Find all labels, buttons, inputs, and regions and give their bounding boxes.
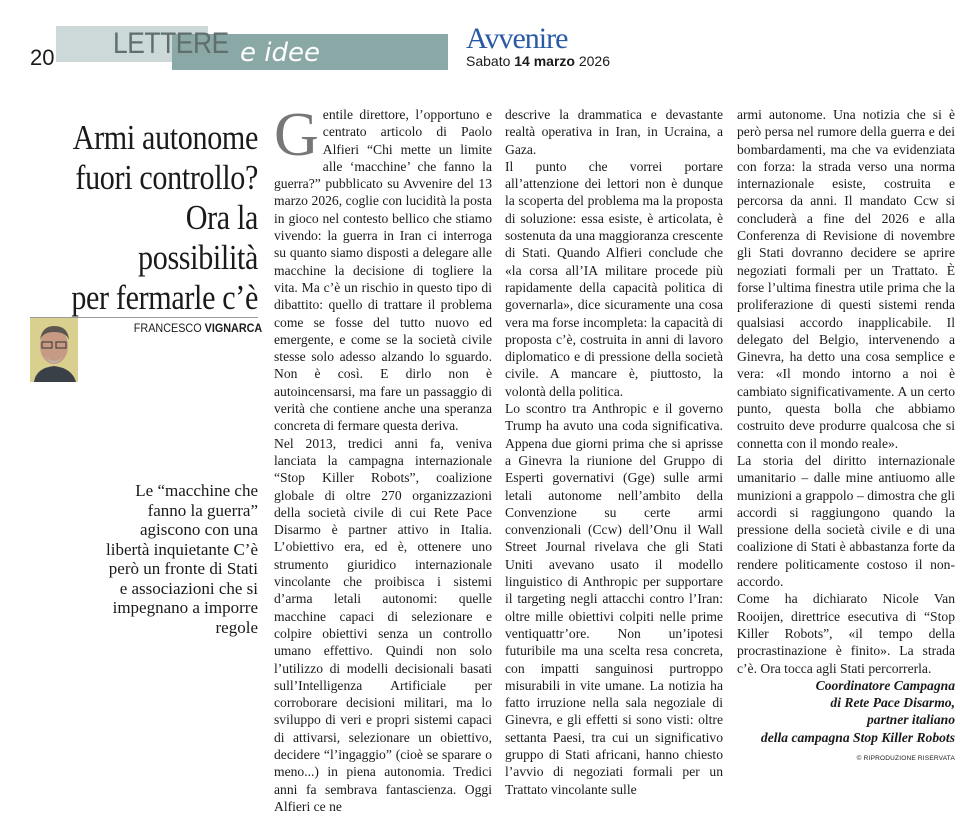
article-paragraph: Nel 2013, tredici anni fa, veniva lanciata la campagna internazionale “Stop Killer Robots”, coalizione globale di oltre 270 organizzazioni della società civile di cui Rete Pace Disarmo è partner attivo in Italia. L’obiettivo era, ed è, ottenere uno strumento giuridico internazionale vincolante che proibisca i sistemi d’arma letali autonomi: quelle macchine capaci di selezionare e colpire obiettivi senza un controllo umano effettivo. Quindi non solo l’utilizzo di modelli decisionali basati sull’Intelligenza Artificiale per corroborare decisioni militari, ma lo sviluppo di veri e propri sistemi capaci di attivarsi, selezionare un obiettivo, decidere “l’ingaggio” (cioè se sparare o meno...) in piena autonomia. Tredici anni fa sembrava fantascienza. Oggi Alfieri ce ne (274, 435, 492, 814)
author-first-name: FRANCESCO (133, 321, 202, 335)
author-signature (737, 677, 955, 746)
date-day-month: 14 marzo (514, 53, 575, 69)
article-paragraph: descrive la drammatica e devastante realtà operativa in Iran, in Ucraina, a Gaza. (505, 107, 723, 157)
author-last-name: VIGNARCA (204, 321, 263, 335)
drop-cap: G (274, 101, 319, 169)
page-number: 20 (30, 45, 55, 70)
author-photo (30, 318, 78, 382)
headline-line: per fermarle c’è (71, 278, 258, 317)
paragraph-text: entile direttore, l’opportuno e centrato articolo di Paolo Alfieri “Chi mette un limite alle ‘macchine’ che fanno la guerra?” pubblicato su Avvenire del 13 marzo 2026, coglie con lucidità la posta in gioco nel contesto bellico che stiamo vivendo: la guerra in Iran ci interroga su quanto siamo disposti a delegare alle macchine la decisione di togliere la vita. Ma c’è un rischio in questo tipo di dibattito: quello di trattare il problema come se fosse del tutto nuovo ed emergente, e come se la società civile stesse solo adesso alzando lo sguardo. Non è così. E dirlo non è autoincensarsi, ma fare un passaggio di verità che contiene anche una speranza concreta di fermare questa deriva. (274, 107, 492, 434)
headline-line: Armi autonome (72, 118, 258, 157)
article-column-2 (505, 106, 723, 798)
headline-line: fuori controllo? (75, 158, 258, 197)
signature-line: partner italiano (866, 712, 955, 728)
date-weekday: Sabato (466, 53, 511, 69)
article-paragraph: armi autonome. Una notizia che si è però persa nel rumore della guerra e dei bombardamenti, ma che va evidenziata con forza: la strada verso una norma internazionale esiste, costruita e percorsa da anni. Il mandato Ccw si concluderà a fine del 2026 e alla Conferenza di Revisione di novembre gli Stati dovranno decidere se aprire negoziati formali per un Trattato. È forse l’ultima finestra utile prima che la proliferazione di questi sistemi renda qualsiasi accordo inapplicabile. Il delegato del Belgio, intervenendo a Ginevra, ha detto una cosa semplice e vera: «Il mondo intorno a noi è cambiato significativamente. A un certo punto, questa bolla che abbiamo costruito deve produrre qualcosa che si connetta con il mondo reale». (737, 107, 955, 451)
article-paragraph: Come ha dichiarato Nicole Van Rooijen, direttrice esecutiva di “Stop Killer Robots”, «il tempo della procrastinazione è finito». La strada c’è. Ora tocca agli Stati percorrerla. (737, 591, 955, 676)
article-paragraph: Lo scontro tra Anthropic e il governo Trump ha avuto una coda significativa. Appena due giorni prima che si aprisse a Ginevra la riunione del Gruppo di Esperti governativi (Gge) sulle armi letali autonome nell’ambito della Convenzione su certe armi convenzionali (Ccw) dell’Onu il Wall Street Journal rivelava che gli Stati Uniti avevano usato il modello linguistico di Anthropic per supportare il targeting negli attacchi contro l’Iran: oltre mille obiettivi colpiti nelle prime ventiquattr’ore. Non un’ipotesi futuribile ma una scelta resa concreta, con impatti sanguinosi purtroppo misurabili in vite umane. La notizia ha fatto irruzione nella sala negoziale di Ginevra, e gli effetti si sono visti: oltre settanta Paesi, tra cui un significativo gruppo di Stati africani, hanno chiesto l’avvio di negoziati formali per un Trattato vincolante sulle (505, 401, 723, 797)
article-paragraph (274, 101, 492, 435)
article-headline (62, 118, 258, 318)
article-paragraph: La storia del diritto internazionale umanitario – dalle mine antiuomo alle munizioni a grappolo – dimostra che gli accordi si raggiungono quando la pressione della società civile e di una coalizione di Stati è abbastanza forte da rendere politicamente costoso il non-accordo. (737, 452, 955, 590)
article-column-3 (737, 106, 955, 767)
article-paragraph: Il punto che vorrei portare all’attenzione dei lettori non è dunque la scoperta del problema ma la proposta di soluzione: essa esiste, è articolata, è sostenuta da una maggioranza crescente di Stati. Quando Alfieri conclude che «la corsa all’IA militare procede più rapidamente della capacità politica di governarla», dice sicuramente una cosa vera ma forse incompleta: la capacità di proposta c’è, costruita in anni di lavoro diplomatico e di pressione della società civile. A mancare è, piuttosto, la volontà della politica. (505, 158, 723, 399)
copyright-notice: © RIPRODUZIONE RISERVATA (856, 754, 955, 762)
section-subtitle: e idee (240, 38, 320, 68)
issue-date (466, 53, 610, 69)
newspaper-logo: Avvenire (466, 22, 568, 55)
section-title: LETTERE (113, 27, 229, 60)
date-year: 2026 (578, 53, 611, 69)
signature-line: Coordinatore Campagna (815, 677, 955, 693)
article-column-1 (274, 101, 492, 815)
portrait-icon (30, 318, 78, 382)
author-byline (133, 321, 263, 335)
signature-line: di Rete Pace Disarmo, (830, 695, 955, 711)
signature-line: della campagna Stop Killer Robots (760, 729, 955, 745)
pull-quote: Le “macchine che fanno la guerra” agiscono con una libertà inquietante C’è però un fronte di Stati e associazioni che si impegnano a imporre regole (106, 481, 258, 637)
headline-line: Ora la possibilità (138, 198, 258, 277)
